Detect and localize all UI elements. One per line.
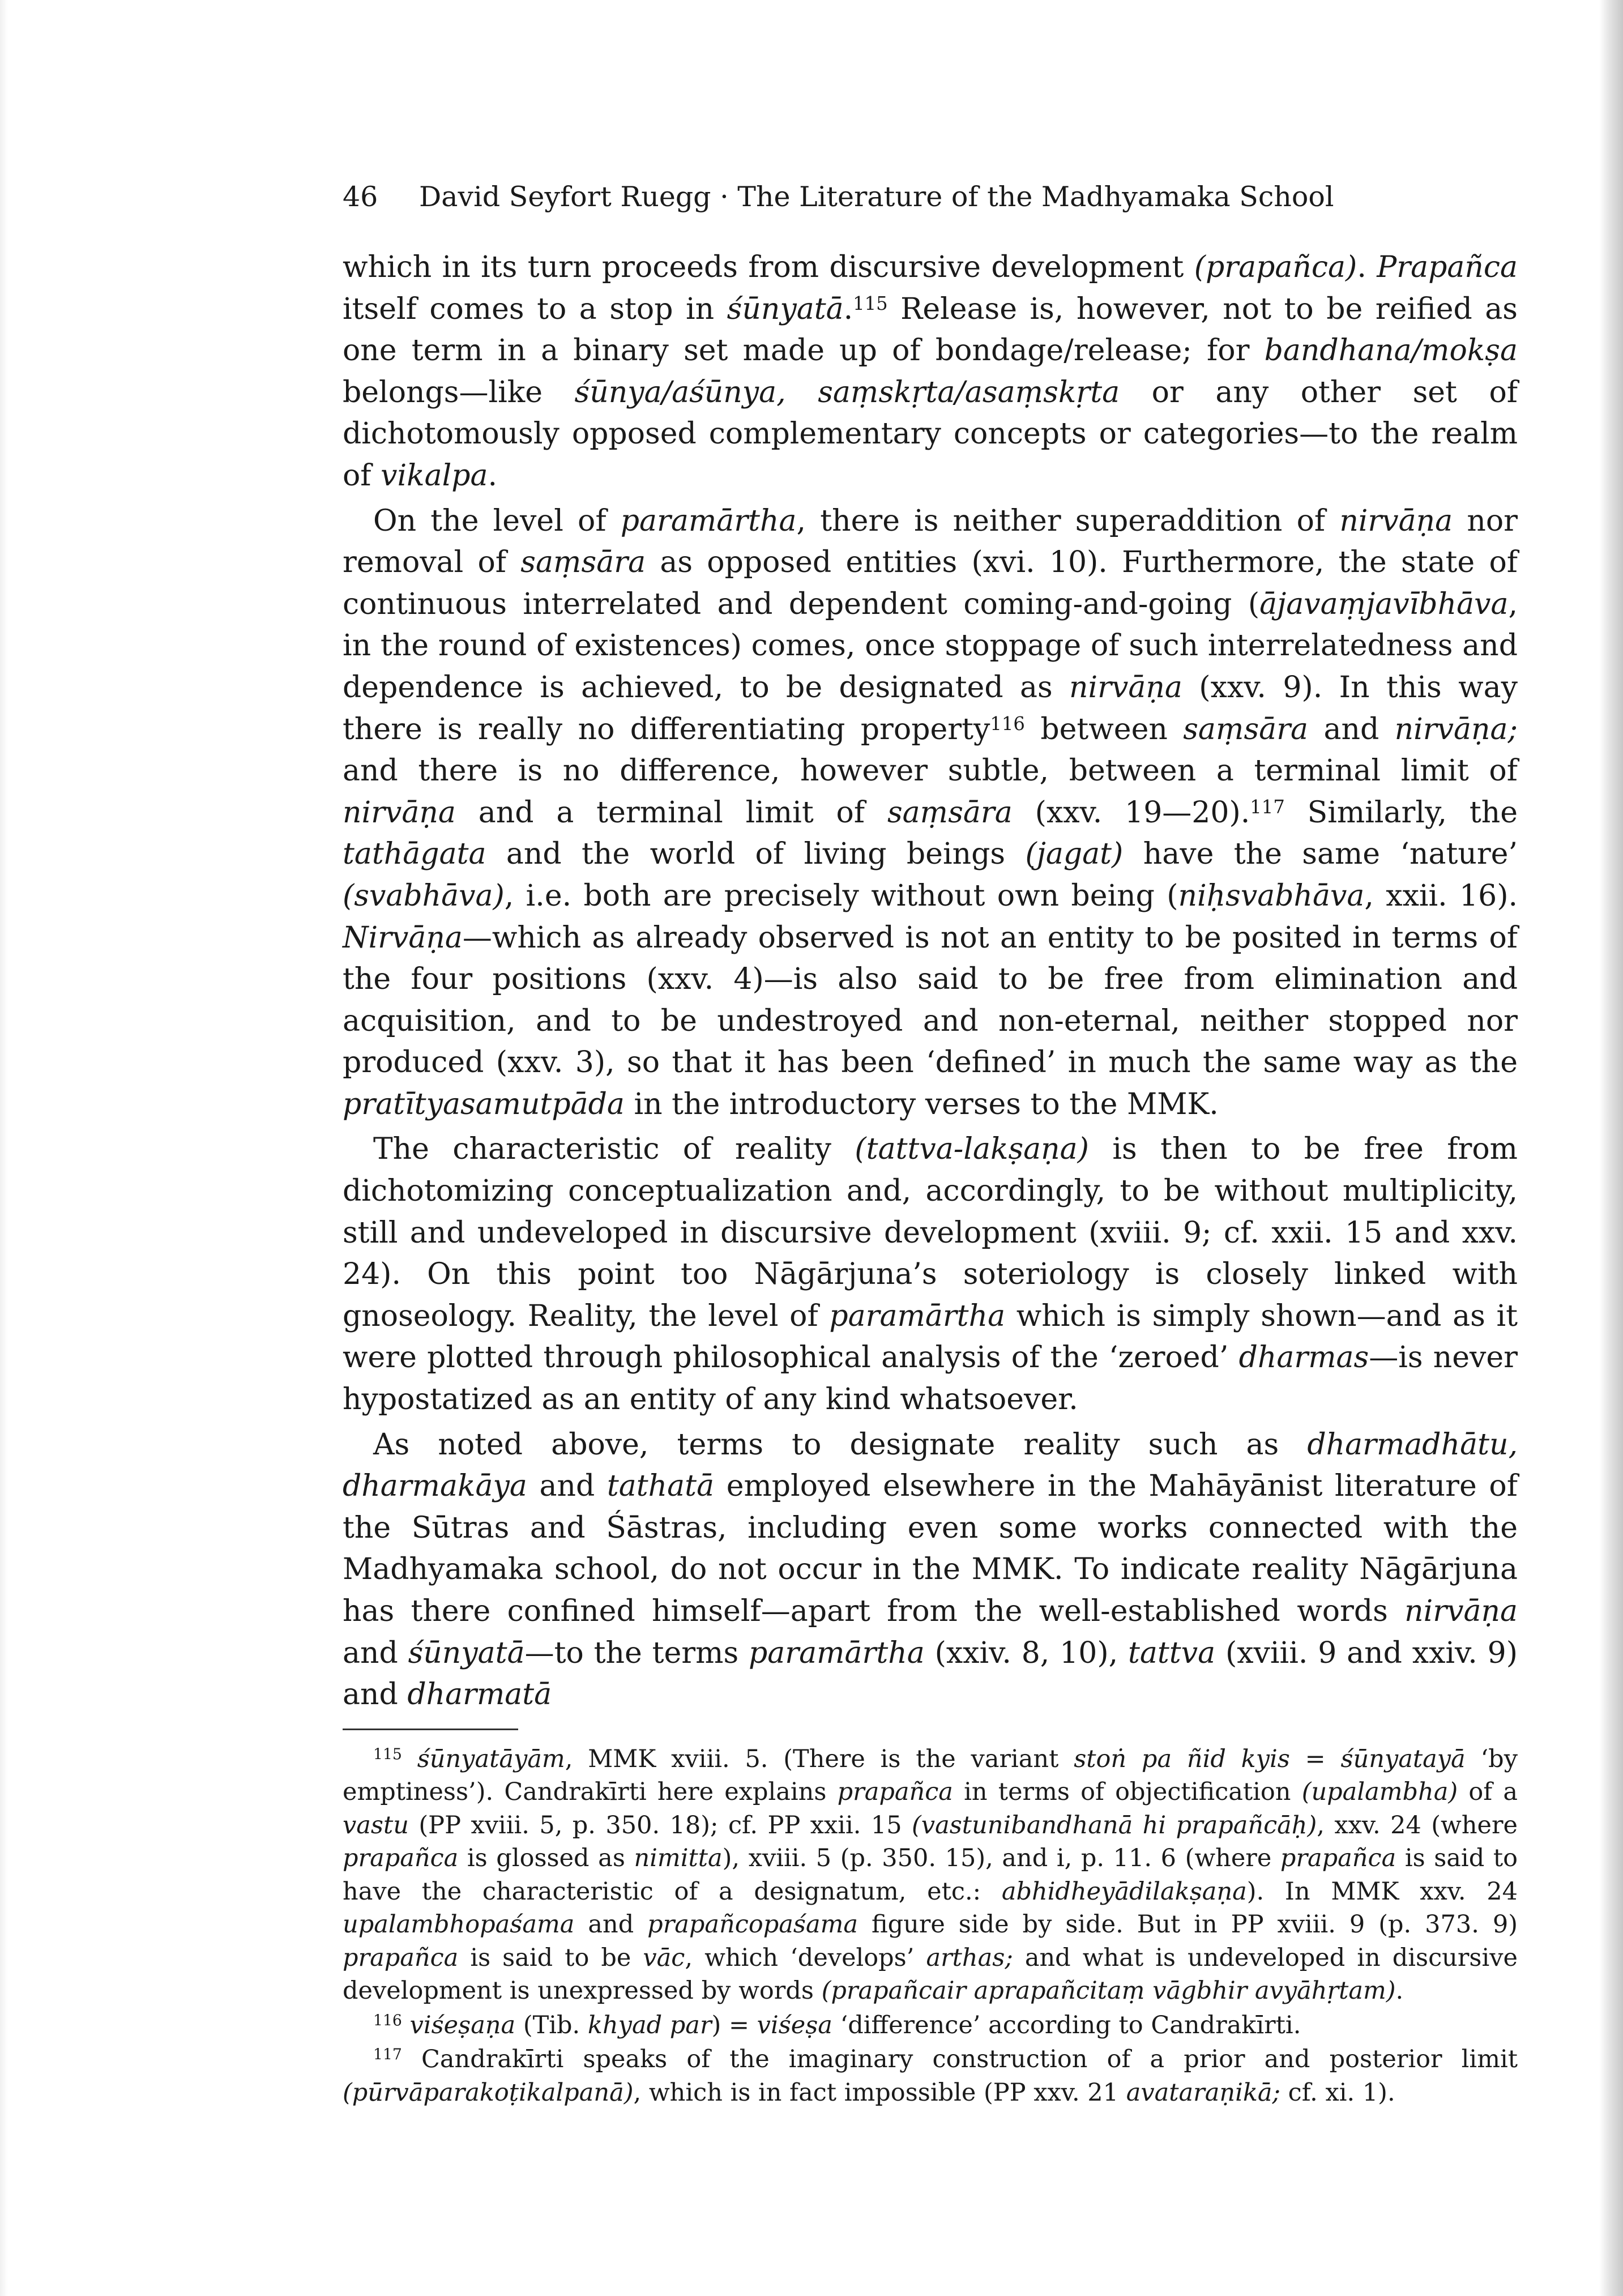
text-run: of a [1458, 1778, 1518, 1807]
term: prapañca [343, 1943, 459, 1972]
term: (pūrvāparakoṭikalpanā) [343, 2078, 634, 2107]
term: (prapañcair aprapañcitaṃ vāgbhir avyāhṛtam) [821, 1977, 1396, 2005]
term: tathāgata [343, 837, 486, 872]
text-run: , xxii. 16). [1364, 878, 1518, 913]
text-run: employed elsewhere in the Mahāyānist literature of the Sūtras and Śāstras, including even some works connected with the Madhyamaka school, do not occur in the MMK. To indicate reality Nāgārjuna has there confined himself—apart from the well-established words [343, 1469, 1518, 1628]
text-run: and what is undeveloped in discursive development is unexpressed by words [343, 1943, 1518, 2005]
footnote-number: 115 [373, 1746, 402, 1764]
text-run: is then to be free from dichotomizing conceptualization and, accordingly, to be without multiplicity, still and undeveloped in discursive development (xviii. 9; cf. xxii. 15 and xxv. 24). On this point too Nāgārjuna’s soteriology is closely linked with gnoseology. Reality, the level of [343, 1132, 1518, 1333]
term: nirvāṇa [343, 795, 456, 830]
text-run: and [527, 1469, 607, 1504]
text-run: Candrakīrti speaks of the imaginary construction of a prior and posterior limit [402, 2045, 1518, 2074]
term: nirvāṇa [1404, 1594, 1518, 1628]
text-run: , in the round of existences) comes, once stoppage of such interrelatedness and dependence is achieved, to be designated as [343, 587, 1518, 705]
term: nirvāṇa [1069, 670, 1182, 705]
text-run: The characteristic of reality [373, 1132, 855, 1167]
footnote-number: 117 [373, 2046, 402, 2064]
term: nirvāṇa; [1394, 712, 1518, 746]
book-page [343, 180, 1518, 2109]
term: stoṅ pa ñid kyis [1074, 1744, 1290, 1773]
term: dharmatā [407, 1678, 552, 1712]
term: avataraṇikā; [1126, 2078, 1281, 2107]
text-run: —is never hypostatized as an entity of any kind whatsoever. [343, 1341, 1518, 1417]
footnote-ref[interactable]: 115 [853, 292, 888, 314]
text-run: (xxv. 19—20). [1012, 795, 1250, 830]
text-run: ). In MMK xxv. 24 [1246, 1877, 1518, 1906]
text-run: As noted above, terms to designate reality such as [373, 1427, 1308, 1462]
term: viśeṣaṇa [409, 2011, 516, 2039]
term: nimitta [634, 1844, 723, 1873]
text-run: . [843, 292, 853, 326]
term: tathatā [607, 1469, 715, 1504]
footnote-number: 116 [373, 2012, 402, 2030]
text-run: On the level of [373, 503, 621, 538]
text-run: , xxv. 24 (where [1317, 1811, 1518, 1840]
text-run: (PP xviii. 5, p. 350. 18); cf. PP xxii. 15 [408, 1811, 912, 1840]
term: prapañca [1280, 1844, 1396, 1873]
term: paramārtha [749, 1636, 925, 1670]
text-run: and there is no difference, however subtle, between a terminal limit of [343, 754, 1518, 788]
term: arthas; [926, 1943, 1013, 1972]
text-run: ) = [711, 2011, 757, 2039]
text-run: —which as already observed is not an entity to be posited in terms of the four positions (xxv. 4)—is also said to be free from elimination and acquisition, and to be undestroyed and non-eternal, neither stopped nor produced (xxv. 3), so that it has been ‘defined’ in much the same way as the [343, 920, 1518, 1080]
footnote-116 [343, 2009, 1518, 2042]
term: dharmas [1238, 1341, 1369, 1375]
term: tattva [1128, 1636, 1216, 1670]
term: abhidheyādilakṣaṇa [1001, 1877, 1247, 1906]
text-run: is said to have the characteristic of a designatum, etc.: [343, 1844, 1518, 1906]
term: (upalambha) [1301, 1778, 1458, 1807]
page-number: 46 [343, 181, 378, 213]
term: śūnyatā [727, 292, 844, 326]
term: prapañca [343, 1844, 459, 1873]
text-run: Release is, however, not to be reified as one term in a binary set made up of bondage/release; for [343, 292, 1518, 368]
text-run: in the introductory verses to the MMK. [624, 1087, 1219, 1121]
term: dharmadhātu, dharmakāya [343, 1427, 1518, 1504]
scan-edge-shadow [1599, 0, 1623, 2296]
text-run: and [343, 1636, 408, 1670]
text-run: which is simply shown—and as it were plotted through philosophical analysis of the ‘zeroed’ [343, 1299, 1518, 1375]
term: khyad par [587, 2011, 712, 2039]
scan-edge-shadow-left [0, 0, 8, 2296]
text-run: and [574, 1910, 648, 1939]
text-run: . [1357, 250, 1377, 284]
term: upalambhopaśama [343, 1910, 575, 1939]
text-run: , MMK xviii. 5. (There is the variant [565, 1744, 1074, 1773]
paragraph-1 [343, 247, 1518, 497]
text-run: ), xviii. 5 (p. 350. 15), and i, p. 11. 6 (where [722, 1844, 1280, 1873]
footnote-117 [343, 2043, 1518, 2109]
text-run: (Tib. [515, 2011, 588, 2039]
term: Prapañca [1377, 250, 1518, 284]
text-run: . [1395, 1977, 1404, 2005]
text-run: nor removal of [343, 503, 1518, 580]
paragraph-4 [343, 1424, 1518, 1716]
text-run: , which ‘develops’ [685, 1943, 926, 1972]
text-run: is glossed as [458, 1844, 634, 1873]
term: saṃsāra [1183, 712, 1309, 746]
footnotes [343, 1743, 1518, 2110]
paragraph-3 [343, 1129, 1518, 1420]
term: (vastunibandhanā hi prapañcāḥ) [912, 1811, 1317, 1840]
text-run: between [1024, 712, 1184, 746]
paragraph-2 [343, 501, 1518, 1126]
term: śūnyatāyām [417, 1744, 565, 1773]
term: bandhana/mokṣa [1264, 334, 1518, 368]
term: śūnyatā [408, 1636, 525, 1670]
text-run: figure side by side. But in PP xviii. 9 (p. 373. 9) [858, 1910, 1518, 1939]
text-run: have the same ‘nature’ [1123, 837, 1518, 872]
text-run: (xxiv. 8, 10), [924, 1636, 1129, 1670]
text-run: ‘difference’ according to Candrakīrti. [832, 2011, 1301, 2039]
text-run: —to the terms [524, 1636, 749, 1670]
term: prapañca [837, 1778, 953, 1807]
text-run: (xviii. 9 and xxiv. 9) and [343, 1636, 1518, 1712]
text-run: in terms of objectification [953, 1778, 1302, 1807]
text-run: cf. xi. 1). [1280, 2078, 1395, 2107]
text-run: , i.e. both are precisely without own being ( [504, 878, 1178, 913]
text-run: = [1289, 1744, 1341, 1773]
term: niḥsvabhāva [1178, 878, 1365, 913]
text-run: Similarly, the [1284, 795, 1518, 830]
text-run: belongs—like [343, 375, 575, 409]
text-run: and [1308, 712, 1395, 746]
main-text [343, 247, 1518, 1716]
term: (tattva-lakṣaṇa) [855, 1132, 1089, 1167]
term: saṃsāra [520, 545, 646, 580]
term: vāc [643, 1943, 685, 1972]
term: (jagat) [1025, 837, 1124, 872]
text-run: . [488, 458, 498, 493]
term: paramārtha [620, 503, 797, 538]
footnote-115 [343, 1743, 1518, 2008]
text-run: is said to be [458, 1943, 643, 1972]
text-run [402, 1745, 417, 1773]
footnote-ref[interactable]: 117 [1250, 796, 1285, 818]
text-run: and the world of living beings [486, 837, 1026, 872]
text-run: , there is neither superaddition of [796, 503, 1340, 538]
running-head [343, 180, 1518, 214]
text-run: (xxv. 9). In this way there is really no differentiating property [343, 670, 1518, 746]
term: paramārtha [829, 1299, 1006, 1333]
term: vastu [343, 1811, 409, 1840]
text-run [402, 2011, 410, 2039]
term: viśeṣa [757, 2011, 832, 2039]
running-title: David Seyfort Ruegg · The Literature of the Madhyamaka School [419, 181, 1334, 213]
term: prapañcopaśama [647, 1910, 858, 1939]
term: pratītyasamutpāda [343, 1087, 625, 1121]
term: ājavaṃjavībhāva [1259, 587, 1509, 621]
term: saṃsāra [887, 795, 1013, 830]
term: śūnyatayā [1340, 1744, 1466, 1773]
text-run: as opposed entities (xvi. 10). Furthermore, the state of continuous interrelated and dependent coming-and-going ( [343, 545, 1518, 621]
text-run: or any other set of dichotomously opposed complementary concepts or categories—to the realm of [343, 375, 1518, 493]
term: vikalpa [381, 458, 488, 493]
term: nirvāṇa [1339, 503, 1453, 538]
text-run: itself comes to a stop in [343, 292, 727, 326]
text-run: , which is in fact impossible (PP xxv. 21 [633, 2078, 1126, 2107]
term: śūnya/aśūnya, saṃskṛta/asaṃskṛta [574, 375, 1120, 409]
footnote-separator [343, 1729, 518, 1730]
footnote-ref[interactable]: 116 [990, 712, 1025, 735]
term: (svabhāva) [343, 878, 505, 913]
text-run: ‘by emptiness’). Candrakīrti here explains [343, 1744, 1518, 1807]
text-run: which in its turn proceeds from discursive development [343, 250, 1194, 284]
term: Nirvāṇa [343, 920, 463, 955]
text-run: and a terminal limit of [455, 795, 887, 830]
term: (prapañca) [1194, 250, 1357, 284]
